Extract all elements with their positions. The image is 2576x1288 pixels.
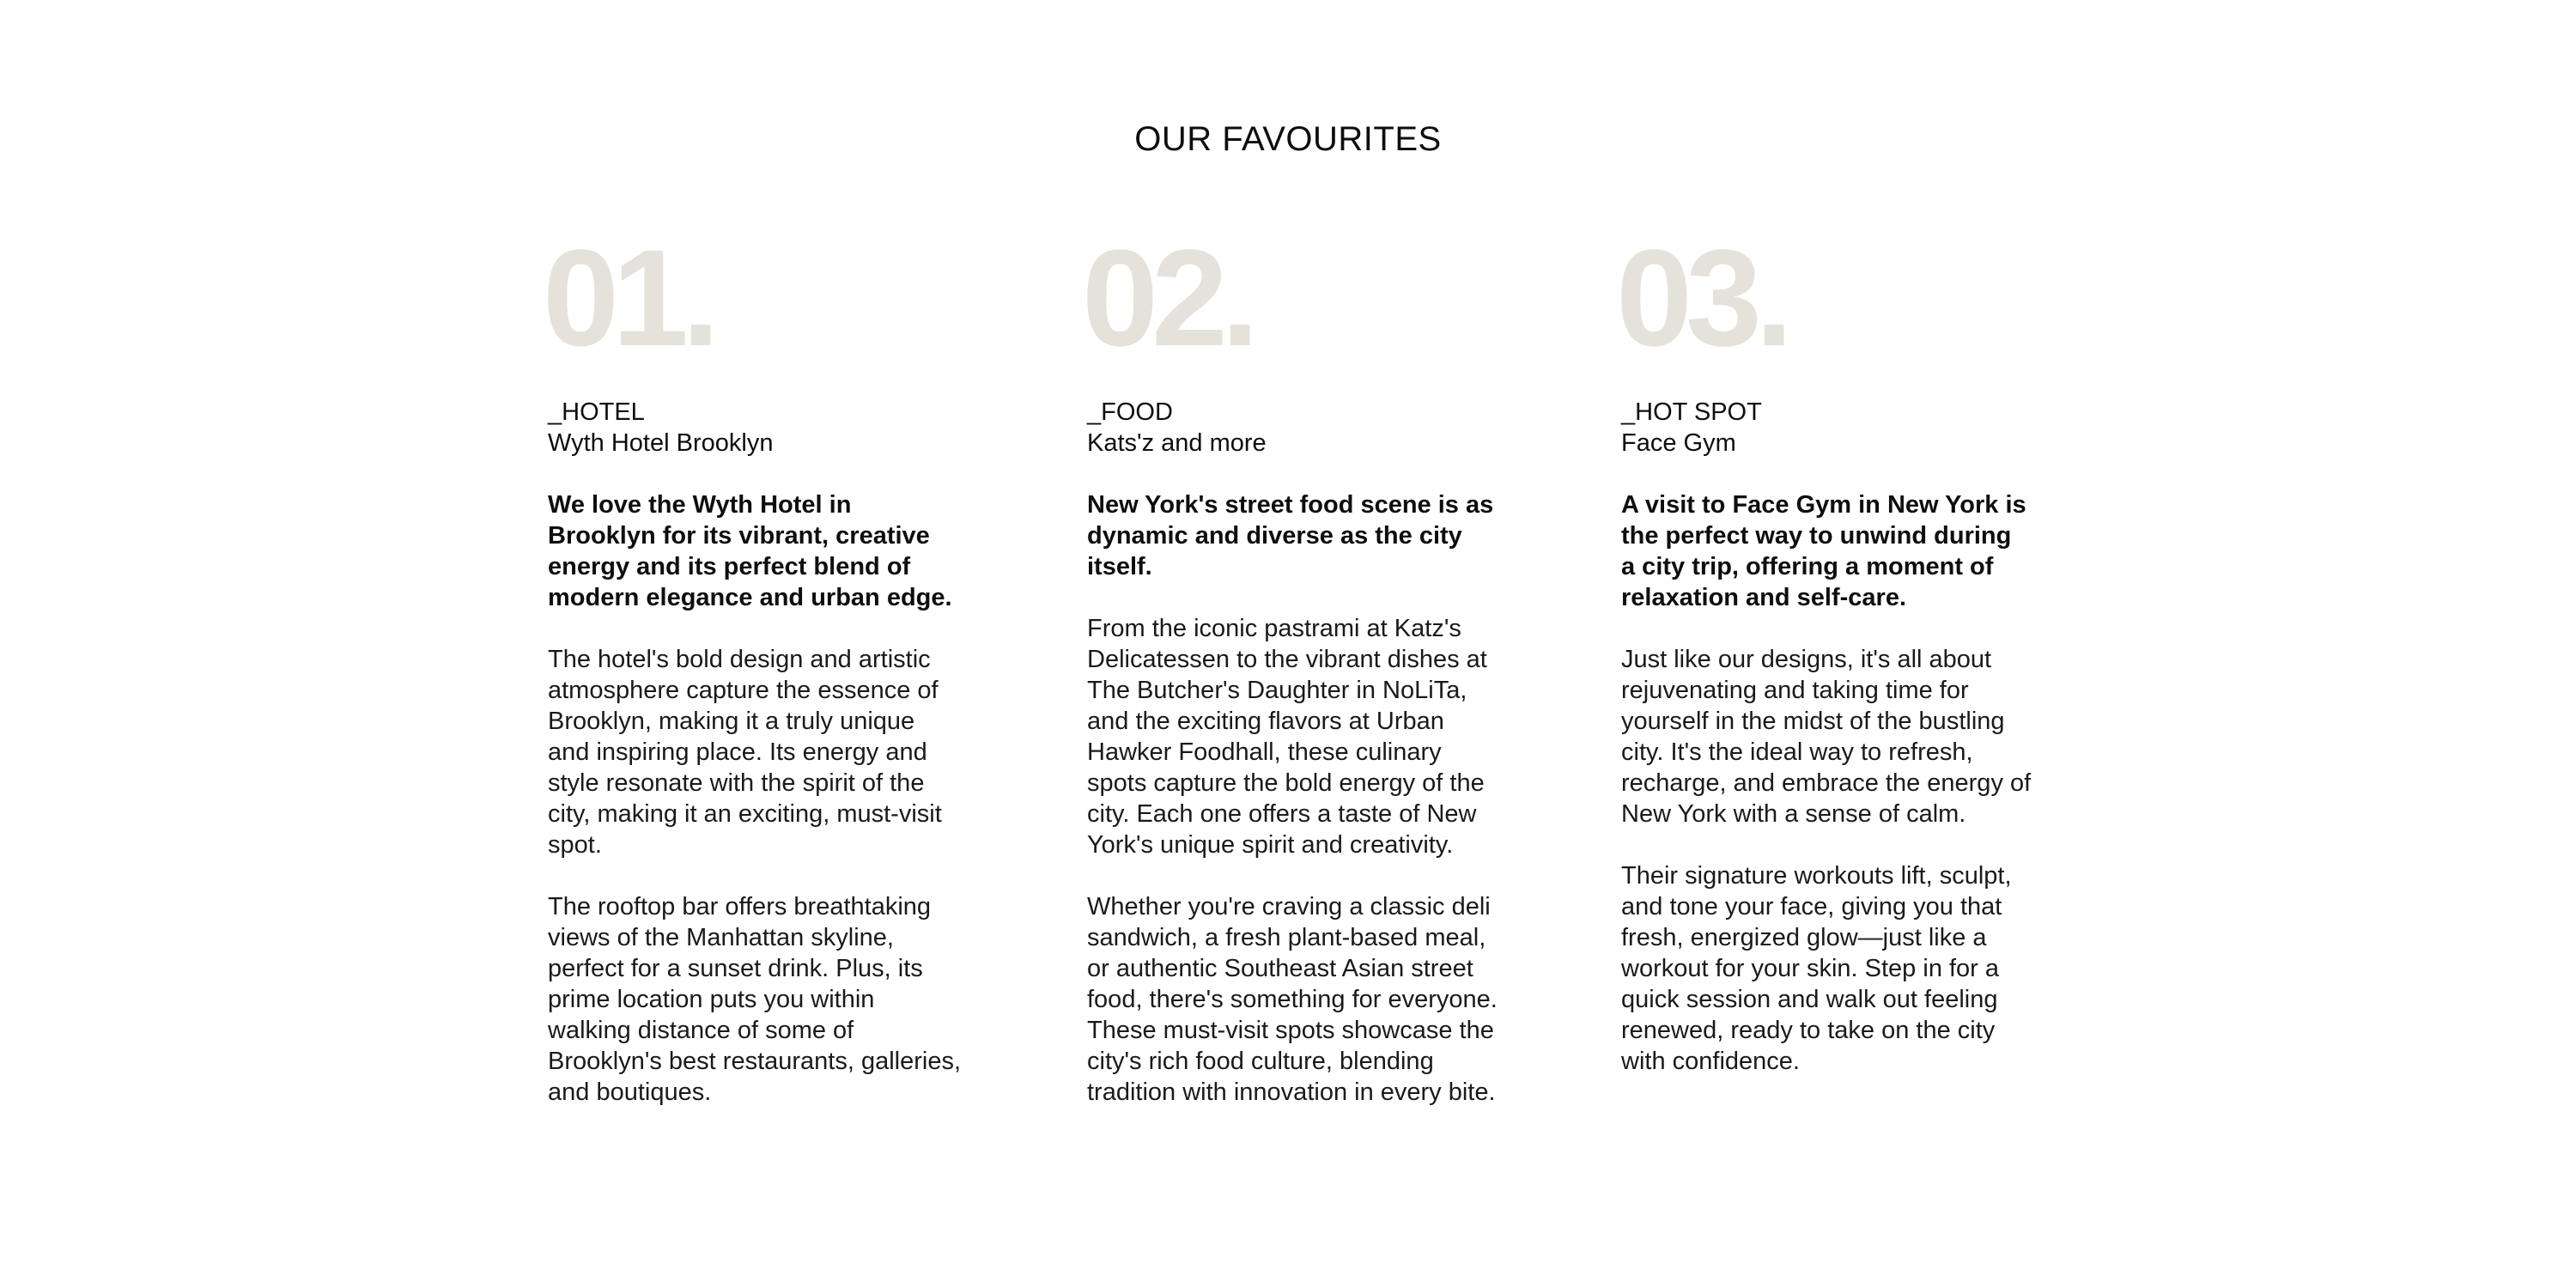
card-paragraph (1621, 644, 2050, 829)
lead-line: the perfect way to unwind during (1621, 522, 2012, 550)
favourite-card-food (1082, 221, 1516, 1108)
paragraph-line: with confidence. (1621, 1048, 1800, 1075)
paragraph-line: city. Each one offers a taste of New (1087, 800, 1477, 828)
paragraph-line: and inspiring place. Its energy and (548, 738, 927, 766)
paragraph-line: York's unique spirit and creativity. (1087, 831, 1454, 859)
lead-line: modern elegance and urban edge. (548, 584, 952, 611)
paragraph-line: Brooklyn, making it a truly unique (548, 708, 915, 735)
card-paragraph (1621, 860, 2050, 1077)
paragraph-line: and the exciting flavors at Urban (1087, 708, 1444, 735)
paragraph-line: and tone your face, giving you that (1621, 893, 2002, 920)
card-paragraph (548, 891, 977, 1108)
card-category: _FOOD (1087, 398, 1173, 426)
paragraph-line: and boutiques. (548, 1078, 712, 1106)
paragraph-line: These must-visit spots showcase the (1087, 1017, 1494, 1044)
card-name: Face Gym (1621, 429, 1736, 457)
lead-line: A visit to Face Gym in New York is (1621, 491, 2026, 519)
paragraph-line: workout for your skin. Step in for a (1621, 955, 2000, 982)
card-heading (548, 397, 977, 459)
paragraph-line: spots capture the bold energy of the (1087, 769, 1485, 797)
card-name: Kats'z and more (1087, 429, 1267, 457)
paragraph-line: From the iconic pastrami at Katz's (1087, 615, 1461, 642)
section-title: OUR FAVOURITES (1134, 120, 1442, 158)
paragraph-line: fresh, energized glow—just like a (1621, 924, 1987, 951)
favourite-card-hotel (543, 221, 977, 1108)
card-lead (1621, 489, 2050, 613)
lead-line: dynamic and diverse as the city (1087, 522, 1462, 550)
paragraph-line: prime location puts you within (548, 986, 875, 1013)
lead-line: itself. (1087, 553, 1152, 580)
paragraph-line: quick session and walk out feeling (1621, 986, 1998, 1013)
paragraph-line: New York with a sense of calm. (1621, 800, 1966, 828)
paragraph-line: The hotel's bold design and artistic (548, 646, 931, 673)
paragraph-line: Whether you're craving a classic deli (1087, 893, 1491, 920)
card-heading (1621, 397, 2050, 459)
lead-line: We love the Wyth Hotel in (548, 491, 852, 519)
favourite-card-hot-spot (1616, 221, 2050, 1077)
card-number: 01. (543, 221, 714, 374)
card-category: _HOT SPOT (1621, 398, 1762, 426)
paragraph-line: food, there's something for everyone. (1087, 986, 1498, 1013)
card-name: Wyth Hotel Brooklyn (548, 429, 774, 457)
paragraph-line: city's rich food culture, blending (1087, 1048, 1434, 1075)
card-paragraph (548, 644, 977, 860)
paragraph-line: rejuvenating and taking time for (1621, 677, 1969, 704)
paragraph-line: renewed, ready to take on the city (1621, 1017, 1996, 1044)
card-paragraph (1087, 891, 1516, 1108)
card-number: 03. (1616, 221, 1787, 374)
paragraph-line: The rooftop bar offers breathtaking (548, 893, 932, 920)
paragraph-line: walking distance of some of (548, 1017, 854, 1044)
paragraph-line: spot. (548, 831, 602, 859)
card-number: 02. (1082, 221, 1253, 374)
lead-line: energy and its perfect blend of (548, 553, 911, 580)
card-category: _HOTEL (548, 398, 645, 426)
paragraph-line: sandwich, a fresh plant-based meal, (1087, 924, 1486, 951)
paragraph-line: city. It's the ideal way to refresh, (1621, 738, 1973, 766)
lead-line: a city trip, offering a moment of (1621, 553, 1994, 580)
paragraph-line: Just like our designs, it's all about (1621, 646, 1992, 673)
paragraph-line: perfect for a sunset drink. Plus, its (548, 955, 923, 982)
card-lead (1087, 489, 1516, 582)
paragraph-line: Delicatessen to the vibrant dishes at (1087, 646, 1487, 673)
card-paragraph (1087, 613, 1516, 860)
lead-line: relaxation and self-care. (1621, 584, 1907, 611)
paragraph-line: Their signature workouts lift, sculpt, (1621, 862, 2012, 890)
lead-line: Brooklyn for its vibrant, creative (548, 522, 930, 550)
card-heading (1087, 397, 1516, 459)
paragraph-line: Hawker Foodhall, these culinary (1087, 738, 1442, 766)
paragraph-line: tradition with innovation in every bite. (1087, 1078, 1496, 1106)
lead-line: New York's street food scene is as (1087, 491, 1494, 519)
paragraph-line: yourself in the midst of the bustling (1621, 708, 2005, 735)
paragraph-line: style resonate with the spirit of the (548, 769, 925, 797)
paragraph-line: The Butcher's Daughter in NoLiTa, (1087, 677, 1467, 704)
paragraph-line: atmosphere capture the essence of (548, 677, 939, 704)
card-lead (548, 489, 977, 613)
paragraph-line: recharge, and embrace the energy of (1621, 769, 2032, 797)
paragraph-line: city, making it an exciting, must-visit (548, 800, 942, 828)
paragraph-line: Brooklyn's best restaurants, galleries, (548, 1048, 962, 1075)
paragraph-line: views of the Manhattan skyline, (548, 924, 894, 951)
paragraph-line: or authentic Southeast Asian street (1087, 955, 1473, 982)
